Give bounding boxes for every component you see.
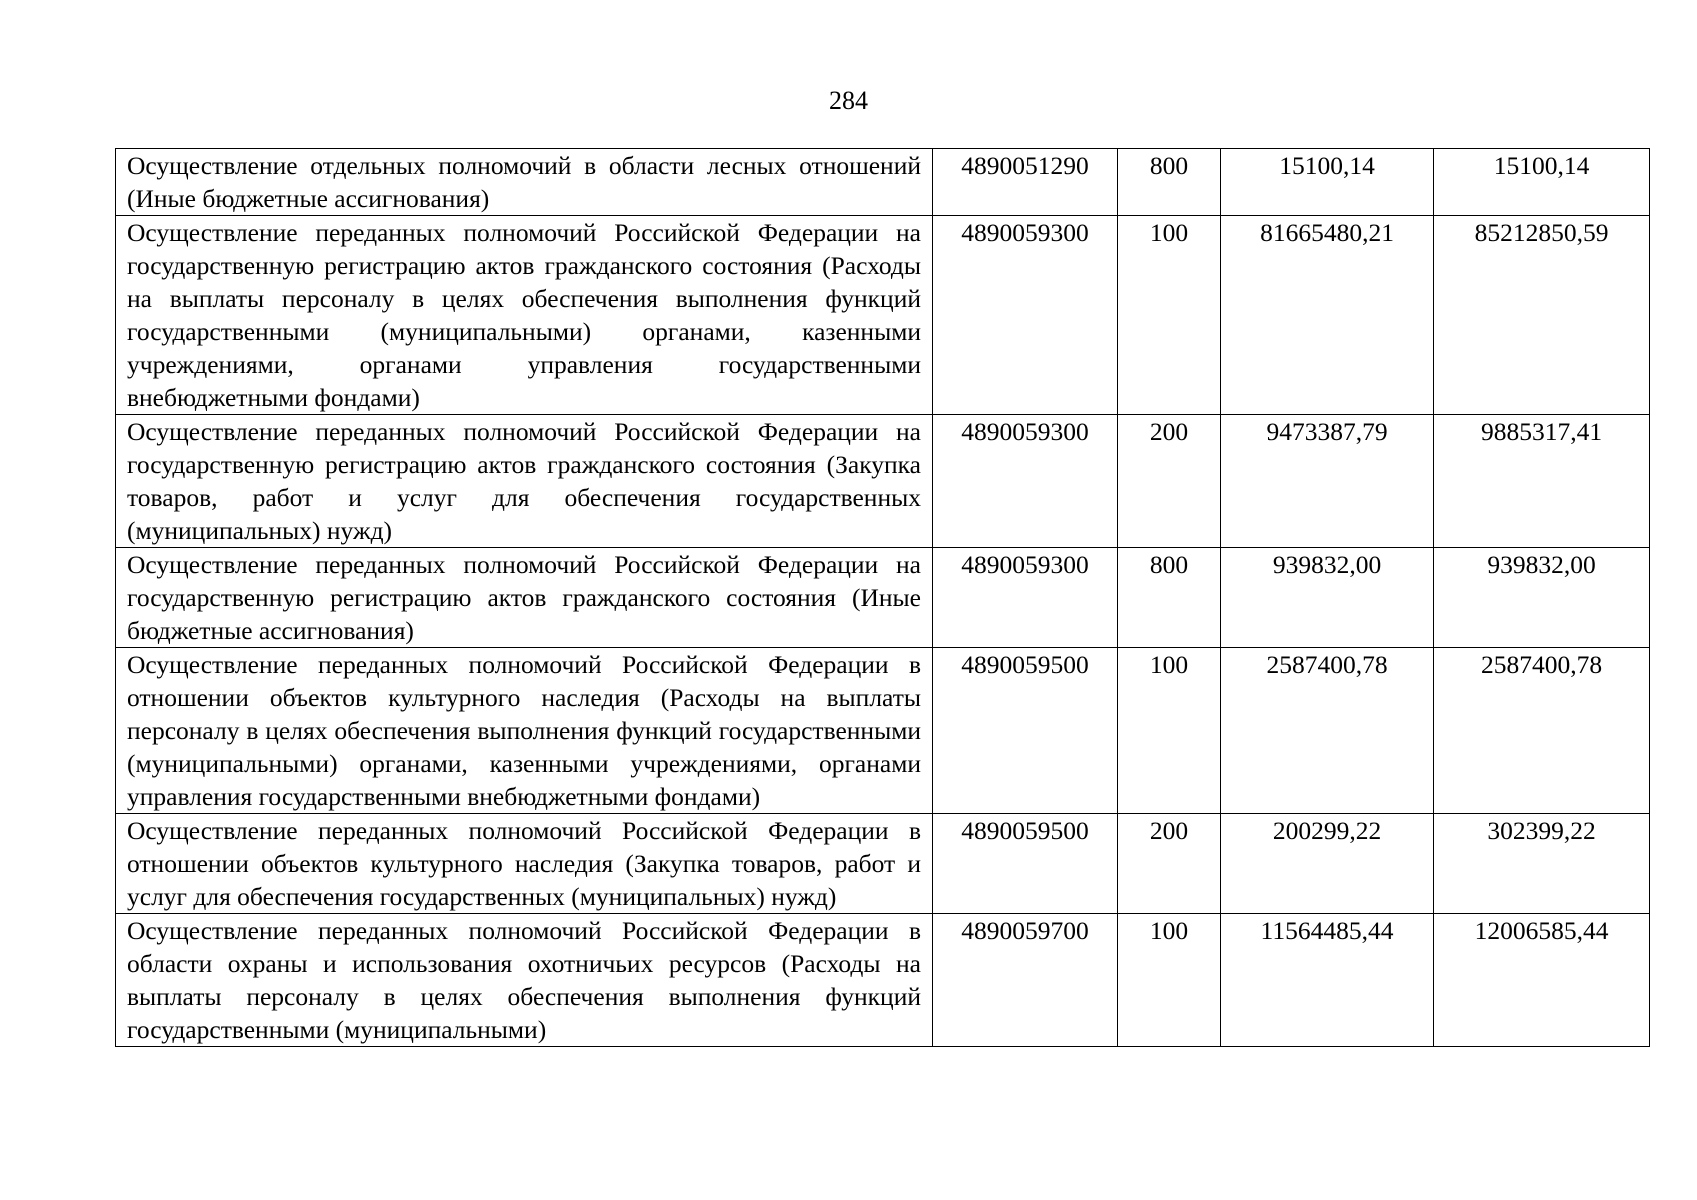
row-amount-2: 302399,22: [1434, 814, 1650, 914]
row-description: Осуществление переданных полномочий Российской Федерации на государственную регистрацию актов гражданского состояния (Расходы на выплаты персоналу в целях обеспечения выполнения функций государственными (муниципальными) органами, казенными учреждениями, органами управления государственными внебюджетными фондами): [116, 216, 933, 415]
row-csr-code: 4890059300: [933, 548, 1118, 648]
row-csr-code: 4890059700: [933, 914, 1118, 1047]
row-amount-2: 2587400,78: [1434, 648, 1650, 814]
row-amount-2: 15100,14: [1434, 149, 1650, 216]
row-vr-code: 200: [1118, 814, 1221, 914]
row-amount-1: 11564485,44: [1221, 914, 1434, 1047]
row-amount-1: 81665480,21: [1221, 216, 1434, 415]
row-csr-code: 4890059300: [933, 216, 1118, 415]
table-row: [116, 548, 1650, 648]
table-row: [116, 914, 1650, 1047]
table-row: [116, 415, 1650, 548]
row-csr-code: 4890059500: [933, 814, 1118, 914]
row-description: Осуществление переданных полномочий Российской Федерации в отношении объектов культурного наследия (Закупка товаров, работ и услуг для обеспечения государственных (муниципальных) нужд): [116, 814, 933, 914]
budget-table: [115, 148, 1650, 1047]
row-vr-code: 100: [1118, 216, 1221, 415]
row-vr-code: 100: [1118, 914, 1221, 1047]
row-description: Осуществление отдельных полномочий в области лесных отношений (Иные бюджетные ассигнования): [116, 149, 933, 216]
table-row: [116, 216, 1650, 415]
row-amount-2: 939832,00: [1434, 548, 1650, 648]
row-amount-2: 12006585,44: [1434, 914, 1650, 1047]
row-amount-1: 15100,14: [1221, 149, 1434, 216]
row-csr-code: 4890059500: [933, 648, 1118, 814]
row-description: Осуществление переданных полномочий Российской Федерации в области охраны и использования охотничьих ресурсов (Расходы на выплаты персоналу в целях обеспечения выполнения функций государственными (муниципальными): [116, 914, 933, 1047]
row-description: Осуществление переданных полномочий Российской Федерации на государственную регистрацию актов гражданского состояния (Закупка товаров, работ и услуг для обеспечения государственных (муниципальных) нужд): [116, 415, 933, 548]
row-amount-1: 200299,22: [1221, 814, 1434, 914]
row-amount-1: 9473387,79: [1221, 415, 1434, 548]
row-vr-code: 800: [1118, 149, 1221, 216]
row-vr-code: 100: [1118, 648, 1221, 814]
row-vr-code: 200: [1118, 415, 1221, 548]
row-csr-code: 4890059300: [933, 415, 1118, 548]
row-amount-2: 9885317,41: [1434, 415, 1650, 548]
table-row: [116, 149, 1650, 216]
row-csr-code: 4890051290: [933, 149, 1118, 216]
row-amount-1: 2587400,78: [1221, 648, 1434, 814]
row-amount-1: 939832,00: [1221, 548, 1434, 648]
row-amount-2: 85212850,59: [1434, 216, 1650, 415]
page-number: 284: [829, 86, 868, 115]
table-row: [116, 814, 1650, 914]
row-description: Осуществление переданных полномочий Российской Федерации в отношении объектов культурного наследия (Расходы на выплаты персоналу в целях обеспечения выполнения функций государственными (муниципальными) органами, казенными учреждениями, органами управления государственными внебюджетными фондами): [116, 648, 933, 814]
row-vr-code: 800: [1118, 548, 1221, 648]
table-row: [116, 648, 1650, 814]
row-description: Осуществление переданных полномочий Российской Федерации на государственную регистрацию актов гражданского состояния (Иные бюджетные ассигнования): [116, 548, 933, 648]
